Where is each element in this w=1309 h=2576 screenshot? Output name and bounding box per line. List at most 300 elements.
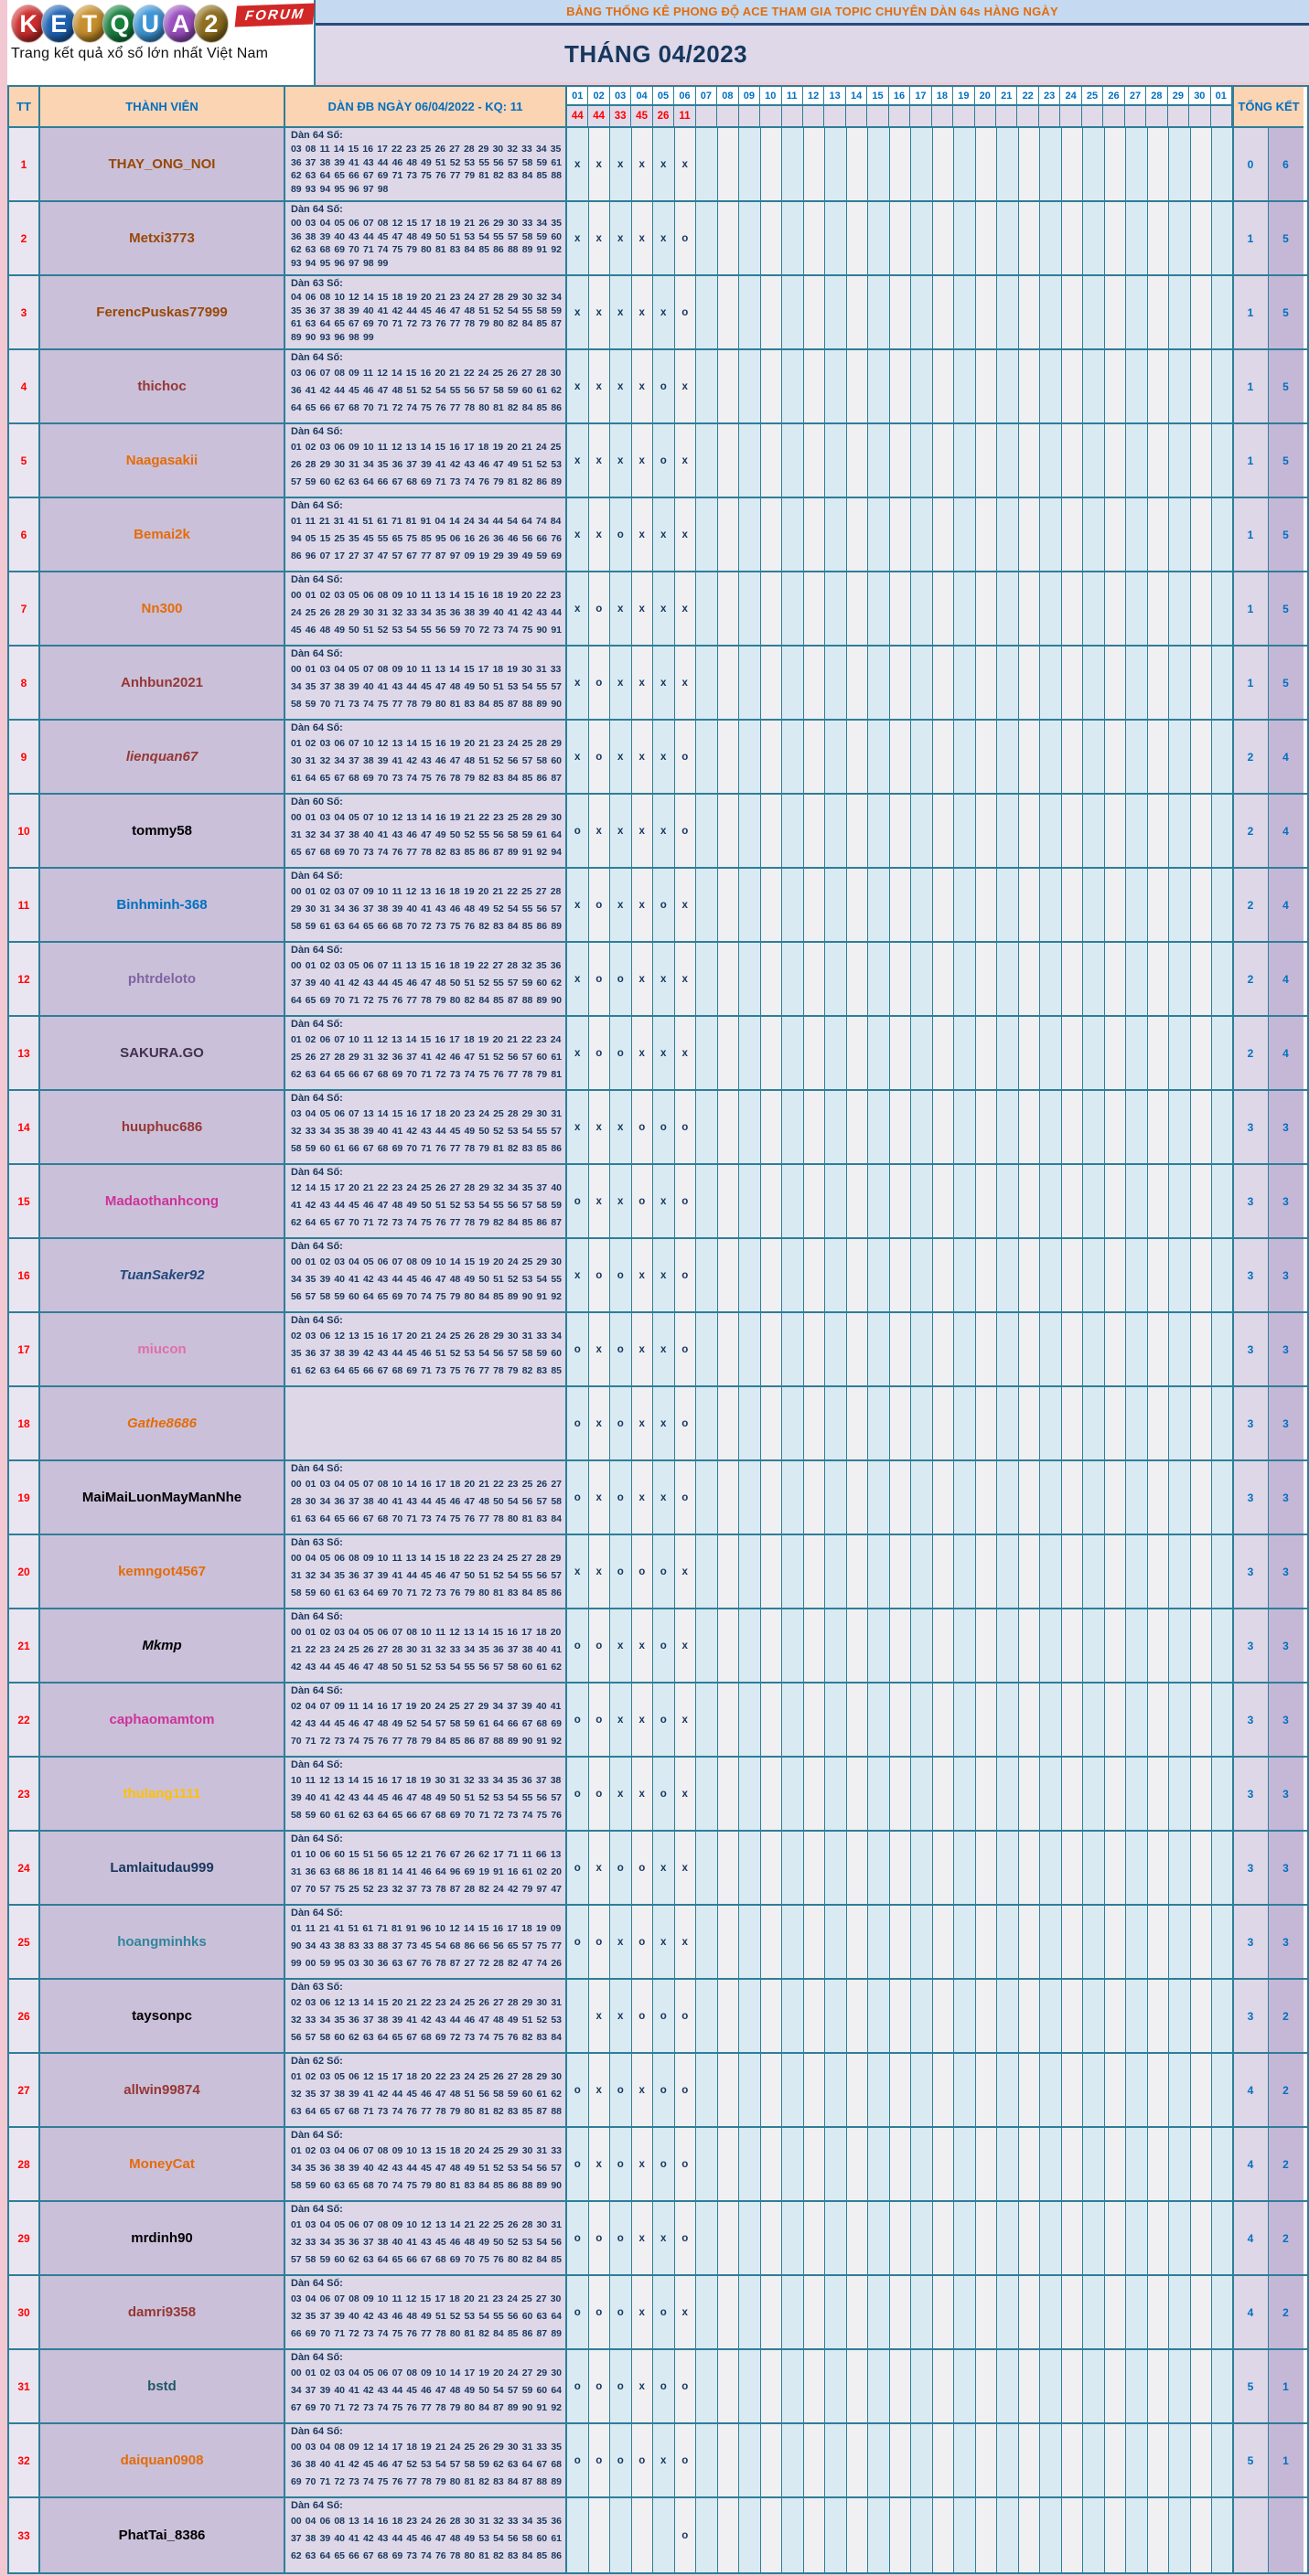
table-row xyxy=(9,1165,1307,1239)
day-mark-1: x xyxy=(567,721,589,793)
day-mark-8 xyxy=(718,647,740,719)
day-mark-9 xyxy=(739,1165,761,1237)
member-name[interactable]: MaiMaiLuonMayManNhe xyxy=(81,1490,242,1505)
day-mark-1: x xyxy=(567,350,589,422)
day-mark-8 xyxy=(718,424,740,497)
dan-numbers: 00 03 04 05 06 07 08 12 15 17 18 19 21 26 29 30 33 34 35 36 38 39 40 43 44 45 47 48 49 50 51 53 54 55 57 58 59 60 62 63 68 69 70 71 74 75 79 80 81 83 84 85 86 88 89 91 92 93 94 95 96 97 98 99 xyxy=(291,218,562,269)
day-mark-24 xyxy=(1062,350,1084,422)
day-mark-29 xyxy=(1169,1609,1191,1682)
day-mark-6: x xyxy=(675,943,697,1015)
day-mark-31 xyxy=(1212,1387,1234,1459)
kq-value-17 xyxy=(910,106,931,126)
tongket-miss-count: 3 xyxy=(1234,1683,1269,1756)
day-mark-27 xyxy=(1126,1239,1148,1311)
day-mark-5: o xyxy=(653,2054,675,2126)
day-mark-10 xyxy=(761,1461,783,1534)
day-mark-6: x xyxy=(675,498,697,571)
day-mark-17 xyxy=(911,2424,933,2496)
day-mark-7 xyxy=(696,2202,718,2274)
day-mark-1: x xyxy=(567,647,589,719)
day-mark-31 xyxy=(1212,1165,1234,1237)
day-mark-27 xyxy=(1126,1758,1148,1830)
day-col-header-13: 13 xyxy=(824,87,845,106)
day-mark-10 xyxy=(761,795,783,867)
member-name[interactable]: TuanSaker92 xyxy=(119,1267,205,1283)
day-mark-7 xyxy=(696,2054,718,2126)
col-header-tongket: TỔNG KẾT xyxy=(1234,87,1304,128)
day-mark-19 xyxy=(954,128,976,200)
day-mark-5: x xyxy=(653,943,675,1015)
day-mark-22 xyxy=(1019,2128,1041,2200)
member-name[interactable]: THAY_ONG_NOI xyxy=(108,156,216,172)
member-name[interactable]: Metxi3773 xyxy=(129,230,195,246)
day-mark-7 xyxy=(696,202,718,274)
day-mark-16 xyxy=(890,202,912,274)
day-mark-6: x xyxy=(675,1758,697,1830)
day-mark-11 xyxy=(782,1461,804,1534)
member-cell xyxy=(40,350,285,422)
day-mark-21 xyxy=(997,202,1019,274)
day-mark-16 xyxy=(890,721,912,793)
member-name[interactable]: Mkmp xyxy=(142,1638,182,1653)
day-mark-5: x xyxy=(653,721,675,793)
member-name[interactable]: daiquan0908 xyxy=(120,2453,204,2468)
day-mark-13 xyxy=(825,202,847,274)
day-mark-5: o xyxy=(653,2128,675,2200)
dan-numbers: 01 02 06 07 10 11 12 13 14 15 16 17 18 19 20 21 22 23 24 25 26 27 28 29 31 32 36 37 41 42 46 47 51 52 56 57 60 61 62 63 64 65 66 67 68 69 70 71 72 73 74 75 76 77 78 79 81 xyxy=(291,1034,562,1080)
member-cell xyxy=(40,1313,285,1385)
day-mark-5: o xyxy=(653,1091,675,1163)
tongket-hit-count: 3 xyxy=(1269,1091,1304,1163)
day-mark-9 xyxy=(739,2498,761,2572)
day-mark-5: o xyxy=(653,1535,675,1608)
member-name[interactable]: taysonpc xyxy=(132,2008,192,2024)
row-number: 12 xyxy=(9,943,40,1015)
day-mark-26 xyxy=(1105,1387,1127,1459)
day-mark-11 xyxy=(782,1313,804,1385)
day-mark-22 xyxy=(1019,2498,1041,2572)
day-mark-9 xyxy=(739,276,761,348)
kq-value-26 xyxy=(1103,106,1124,126)
member-cell xyxy=(40,2424,285,2496)
day-mark-8 xyxy=(718,1165,740,1237)
day-mark-1: x xyxy=(567,276,589,348)
kq-value-16 xyxy=(889,106,910,126)
member-cell xyxy=(40,1239,285,1311)
day-mark-2: x xyxy=(589,2054,611,2126)
day-mark-28 xyxy=(1148,2054,1170,2126)
day-mark-23 xyxy=(1040,1091,1062,1163)
day-mark-14 xyxy=(847,1387,869,1459)
day-mark-1: o xyxy=(567,1461,589,1534)
day-mark-11 xyxy=(782,128,804,200)
day-mark-18 xyxy=(933,1017,955,1089)
member-name[interactable]: Nn300 xyxy=(141,601,183,616)
day-mark-28 xyxy=(1148,1461,1170,1534)
day-mark-5: o xyxy=(653,1758,675,1830)
day-mark-16 xyxy=(890,1832,912,1904)
day-mark-14 xyxy=(847,2054,869,2126)
member-name[interactable]: allwin99874 xyxy=(123,2082,200,2098)
member-name[interactable]: damri9358 xyxy=(127,2304,197,2320)
dan-numbers: 01 11 21 41 51 61 71 81 91 96 10 12 14 15 16 17 18 19 09 90 34 43 38 83 33 88 37 73 45 54 68 86 66 56 65 57 75 77 99 00 59 95 03 30 36 63 67 76 78 87 27 72 28 82 47 74 26 xyxy=(291,1923,562,1969)
day-col-header-18: 18 xyxy=(932,87,953,106)
member-name[interactable]: Anhbun2021 xyxy=(120,675,203,690)
day-mark-30 xyxy=(1191,1758,1213,1830)
day-mark-10 xyxy=(761,943,783,1015)
day-mark-8 xyxy=(718,1313,740,1385)
day-mark-16 xyxy=(890,2498,912,2572)
day-mark-3: x xyxy=(610,1165,632,1237)
day-col-header-4: 04 xyxy=(631,87,652,106)
day-mark-23 xyxy=(1040,1906,1062,1978)
day-mark-29 xyxy=(1169,1387,1191,1459)
day-mark-15 xyxy=(868,869,890,941)
day-mark-23 xyxy=(1040,1758,1062,1830)
day-mark-30 xyxy=(1191,795,1213,867)
day-mark-27 xyxy=(1126,1535,1148,1608)
day-mark-22 xyxy=(1019,1683,1041,1756)
day-mark-11 xyxy=(782,795,804,867)
day-col-header-23: 23 xyxy=(1039,87,1060,106)
day-mark-31 xyxy=(1212,647,1234,719)
day-mark-20 xyxy=(976,498,998,571)
day-mark-28 xyxy=(1148,1980,1170,2052)
day-mark-26 xyxy=(1105,869,1127,941)
day-mark-15 xyxy=(868,2424,890,2496)
member-name[interactable]: caphaomamtom xyxy=(109,1712,215,1727)
member-name[interactable]: thichoc xyxy=(137,379,187,394)
day-mark-31 xyxy=(1212,2350,1234,2422)
dan-numbers: 00 01 02 03 04 05 06 07 08 09 10 14 17 19 20 24 27 29 30 34 37 39 40 41 42 43 44 45 46 47 48 49 50 54 57 59 60 64 67 69 70 71 72 73 74 75 76 77 78 79 80 84 87 89 90 91 92 xyxy=(291,2368,562,2413)
day-mark-29 xyxy=(1169,795,1191,867)
kq-value-29 xyxy=(1168,106,1189,126)
day-mark-11 xyxy=(782,2276,804,2348)
dan-cell xyxy=(285,1165,567,1237)
tongket-hit-count: 3 xyxy=(1269,1609,1304,1682)
dan-numbers: 01 11 21 31 41 51 61 71 81 91 04 14 24 34 44 54 64 74 84 94 05 15 25 35 45 55 65 75 85 95 06 16 26 36 46 56 66 76 86 96 07 17 27 37 47 57 67 77 87 97 09 19 29 39 49 59 69 xyxy=(291,516,562,561)
day-mark-25 xyxy=(1083,2202,1105,2274)
tongket-miss-count: 1 xyxy=(1234,572,1269,645)
dan-numbers: 12 14 15 17 20 21 22 23 24 25 26 27 28 29 32 34 35 37 40 41 42 43 44 45 46 47 48 49 50 51 52 53 54 55 56 57 58 59 62 64 65 67 70 71 72 73 74 75 76 77 78 79 82 84 85 86 87 xyxy=(291,1182,562,1228)
kq-value-3: 33 xyxy=(610,106,631,126)
day-mark-29 xyxy=(1169,1683,1191,1756)
day-mark-20 xyxy=(976,572,998,645)
day-mark-18 xyxy=(933,1832,955,1904)
day-mark-8 xyxy=(718,276,740,348)
day-mark-1: x xyxy=(567,202,589,274)
day-mark-5: x xyxy=(653,498,675,571)
day-mark-18 xyxy=(933,572,955,645)
day-mark-22 xyxy=(1019,1091,1041,1163)
day-mark-31 xyxy=(1212,1980,1234,2052)
member-name[interactable]: Naagasakii xyxy=(125,453,198,468)
day-mark-2: x xyxy=(589,1165,611,1237)
day-mark-24 xyxy=(1062,647,1084,719)
day-mark-17 xyxy=(911,1609,933,1682)
row-number: 20 xyxy=(9,1535,40,1608)
dan-cell xyxy=(285,1313,567,1385)
day-mark-27 xyxy=(1126,1091,1148,1163)
day-mark-28 xyxy=(1148,350,1170,422)
day-mark-28 xyxy=(1148,498,1170,571)
tongket-miss-count: 2 xyxy=(1234,795,1269,867)
member-name[interactable]: Binhminh-368 xyxy=(116,897,208,913)
day-mark-11 xyxy=(782,2128,804,2200)
day-mark-1: o xyxy=(567,2054,589,2126)
day-mark-26 xyxy=(1105,1832,1127,1904)
day-mark-7 xyxy=(696,1683,718,1756)
day-mark-7 xyxy=(696,498,718,571)
dan-cell xyxy=(285,869,567,941)
day-mark-13 xyxy=(825,2498,847,2572)
day-mark-9 xyxy=(739,721,761,793)
tongket-miss-count: 4 xyxy=(1234,2128,1269,2200)
kq-value-12 xyxy=(803,106,824,126)
day-mark-14 xyxy=(847,1313,869,1385)
day-col-header-27: 27 xyxy=(1125,87,1146,106)
day-mark-4: o xyxy=(632,1091,654,1163)
day-mark-10 xyxy=(761,721,783,793)
tongket-hit-count: 1 xyxy=(1269,2350,1304,2422)
dan-numbers: 00 01 02 03 05 06 07 11 13 15 16 18 19 22 27 28 32 35 36 37 39 40 41 42 43 44 45 46 47 48 50 51 52 55 57 59 60 62 64 65 69 70 71 72 75 76 77 78 79 80 82 84 85 87 88 89 90 xyxy=(291,960,562,1006)
day-mark-22 xyxy=(1019,572,1041,645)
day-mark-14 xyxy=(847,1535,869,1608)
day-mark-25 xyxy=(1083,1091,1105,1163)
member-name[interactable]: kemngot4567 xyxy=(118,1564,206,1579)
member-name[interactable]: phtrdeloto xyxy=(127,971,197,987)
member-cell xyxy=(40,2128,285,2200)
member-name[interactable]: FerencPuskas77999 xyxy=(96,305,228,320)
day-mark-11 xyxy=(782,721,804,793)
member-name[interactable]: Bemai2k xyxy=(134,527,190,542)
day-mark-25 xyxy=(1083,572,1105,645)
day-mark-16 xyxy=(890,1165,912,1237)
day-mark-15 xyxy=(868,1535,890,1608)
table-row xyxy=(9,1980,1307,2054)
day-mark-20 xyxy=(976,2128,998,2200)
tongket-miss-count: 1 xyxy=(1234,498,1269,571)
day-mark-10 xyxy=(761,1017,783,1089)
day-mark-6: x xyxy=(675,1683,697,1756)
day-mark-29 xyxy=(1169,2350,1191,2422)
day-mark-10 xyxy=(761,1980,783,2052)
day-mark-31 xyxy=(1212,202,1234,274)
day-mark-3: x xyxy=(610,1091,632,1163)
day-mark-27 xyxy=(1126,2498,1148,2572)
day-mark-12 xyxy=(804,1313,826,1385)
day-mark-26 xyxy=(1105,1091,1127,1163)
day-mark-1: x xyxy=(567,128,589,200)
day-mark-26 xyxy=(1105,2350,1127,2422)
day-mark-15 xyxy=(868,128,890,200)
col-header-tt: TT xyxy=(9,87,40,128)
day-mark-1: o xyxy=(567,1906,589,1978)
day-mark-10 xyxy=(761,869,783,941)
tongket-miss-count: 1 xyxy=(1234,647,1269,719)
day-mark-7 xyxy=(696,1017,718,1089)
dan-label: Dàn 64 Số: xyxy=(291,1759,343,1770)
day-mark-9 xyxy=(739,572,761,645)
member-name[interactable]: mrdinh90 xyxy=(131,2230,193,2246)
day-mark-5: x xyxy=(653,128,675,200)
member-name[interactable]: MoneyCat xyxy=(129,2156,195,2172)
day-mark-8 xyxy=(718,721,740,793)
day-mark-6: x xyxy=(675,2276,697,2348)
table-row xyxy=(9,1387,1307,1461)
day-mark-25 xyxy=(1083,2498,1105,2572)
day-mark-21 xyxy=(997,1832,1019,1904)
day-mark-2: x xyxy=(589,1461,611,1534)
day-mark-3: x xyxy=(610,128,632,200)
day-mark-15 xyxy=(868,424,890,497)
day-mark-8 xyxy=(718,350,740,422)
day-mark-6: x xyxy=(675,424,697,497)
day-mark-27 xyxy=(1126,2424,1148,2496)
member-cell xyxy=(40,2350,285,2422)
table-row xyxy=(9,1683,1307,1758)
tongket-hit-count: 5 xyxy=(1269,350,1304,422)
day-mark-15 xyxy=(868,1832,890,1904)
day-mark-7 xyxy=(696,1239,718,1311)
day-mark-4: x xyxy=(632,721,654,793)
day-header-region xyxy=(567,87,1234,128)
day-mark-25 xyxy=(1083,1017,1105,1089)
day-mark-27 xyxy=(1126,1387,1148,1459)
day-mark-3: o xyxy=(610,943,632,1015)
member-name[interactable]: tommy58 xyxy=(132,823,192,839)
dan-label: Dàn 64 Số: xyxy=(291,1019,343,1030)
day-mark-9 xyxy=(739,498,761,571)
day-mark-16 xyxy=(890,1091,912,1163)
tongket-miss-count: 3 xyxy=(1234,1091,1269,1163)
day-mark-21 xyxy=(997,869,1019,941)
day-mark-4: x xyxy=(632,1239,654,1311)
site-logo[interactable] xyxy=(7,0,316,85)
day-mark-19 xyxy=(954,202,976,274)
day-mark-18 xyxy=(933,1165,955,1237)
day-mark-22 xyxy=(1019,1165,1041,1237)
day-mark-23 xyxy=(1040,2350,1062,2422)
day-mark-20 xyxy=(976,943,998,1015)
member-name[interactable]: Lamlaitudau999 xyxy=(110,1860,214,1876)
day-mark-31 xyxy=(1212,1535,1234,1608)
day-mark-9 xyxy=(739,1091,761,1163)
member-name[interactable]: PhatTai_8386 xyxy=(118,2528,206,2543)
day-mark-3: x xyxy=(610,1906,632,1978)
member-name[interactable]: huuphuc686 xyxy=(121,1119,203,1135)
day-mark-14 xyxy=(847,202,869,274)
member-cell xyxy=(40,2276,285,2348)
day-mark-25 xyxy=(1083,1832,1105,1904)
member-name[interactable]: bstd xyxy=(147,2378,177,2394)
member-name[interactable]: miucon xyxy=(137,1341,187,1357)
member-name[interactable]: SAKURA.GO xyxy=(120,1045,204,1061)
day-mark-9 xyxy=(739,2054,761,2126)
day-mark-2: o xyxy=(589,2350,611,2422)
day-mark-16 xyxy=(890,424,912,497)
day-mark-17 xyxy=(911,1906,933,1978)
day-mark-28 xyxy=(1148,1832,1170,1904)
day-mark-20 xyxy=(976,1091,998,1163)
day-mark-24 xyxy=(1062,1832,1084,1904)
day-mark-22 xyxy=(1019,1461,1041,1534)
day-mark-11 xyxy=(782,1832,804,1904)
table-row xyxy=(9,2054,1307,2128)
day-mark-1: x xyxy=(567,498,589,571)
day-mark-7 xyxy=(696,1832,718,1904)
day-mark-1: o xyxy=(567,2128,589,2200)
day-mark-3: x xyxy=(610,276,632,348)
day-mark-21 xyxy=(997,943,1019,1015)
day-mark-25 xyxy=(1083,795,1105,867)
day-mark-28 xyxy=(1148,647,1170,719)
row-number: 9 xyxy=(9,721,40,793)
day-col-header-12: 12 xyxy=(803,87,824,106)
day-mark-30 xyxy=(1191,1609,1213,1682)
day-mark-19 xyxy=(954,2498,976,2572)
member-name[interactable]: thulang1111 xyxy=(123,1786,201,1801)
day-mark-8 xyxy=(718,572,740,645)
day-mark-15 xyxy=(868,1387,890,1459)
dan-label: Dàn 64 Số: xyxy=(291,500,343,511)
day-mark-15 xyxy=(868,1980,890,2052)
day-mark-12 xyxy=(804,943,826,1015)
day-mark-2: o xyxy=(589,2276,611,2348)
day-mark-23 xyxy=(1040,424,1062,497)
member-name[interactable]: lienquan67 xyxy=(125,749,198,764)
day-mark-27 xyxy=(1126,1609,1148,1682)
tongket-hit-count: 2 xyxy=(1269,2202,1304,2274)
day-mark-31 xyxy=(1212,869,1234,941)
day-mark-10 xyxy=(761,1832,783,1904)
day-mark-23 xyxy=(1040,1535,1062,1608)
day-mark-3: o xyxy=(610,1239,632,1311)
member-name[interactable]: Gathe8686 xyxy=(127,1416,197,1431)
day-mark-12 xyxy=(804,1683,826,1756)
day-mark-8 xyxy=(718,2276,740,2348)
day-mark-21 xyxy=(997,2350,1019,2422)
day-mark-26 xyxy=(1105,202,1127,274)
day-mark-9 xyxy=(739,350,761,422)
row-number: 6 xyxy=(9,498,40,571)
day-mark-12 xyxy=(804,2498,826,2572)
member-name[interactable]: Madaothanhcong xyxy=(104,1193,220,1209)
day-mark-15 xyxy=(868,943,890,1015)
day-mark-22 xyxy=(1019,128,1041,200)
day-mark-30 xyxy=(1191,2424,1213,2496)
member-cell xyxy=(40,498,285,571)
tongket-hit-count: 3 xyxy=(1269,1906,1304,1978)
day-mark-21 xyxy=(997,2202,1019,2274)
kq-value-14 xyxy=(846,106,867,126)
day-mark-12 xyxy=(804,1832,826,1904)
member-cell xyxy=(40,2202,285,2274)
day-mark-19 xyxy=(954,1683,976,1756)
member-name[interactable]: hoangminhks xyxy=(117,1934,207,1950)
dan-numbers: 02 03 06 12 13 15 16 17 20 21 24 25 26 28 29 30 31 33 34 35 36 37 38 39 42 43 44 45 46 51 52 53 54 56 57 58 59 60 61 62 63 64 65 66 67 68 69 71 73 75 76 77 78 79 82 83 85 xyxy=(291,1331,562,1376)
dan-label: Dàn 64 Số: xyxy=(291,2426,343,2437)
day-mark-21 xyxy=(997,498,1019,571)
day-mark-26 xyxy=(1105,647,1127,719)
tongket-miss-count: 3 xyxy=(1234,1535,1269,1608)
dan-cell xyxy=(285,276,567,348)
day-mark-13 xyxy=(825,1683,847,1756)
day-mark-20 xyxy=(976,1609,998,1682)
day-mark-26 xyxy=(1105,424,1127,497)
day-mark-1: o xyxy=(567,1832,589,1904)
header-right xyxy=(316,0,1309,85)
